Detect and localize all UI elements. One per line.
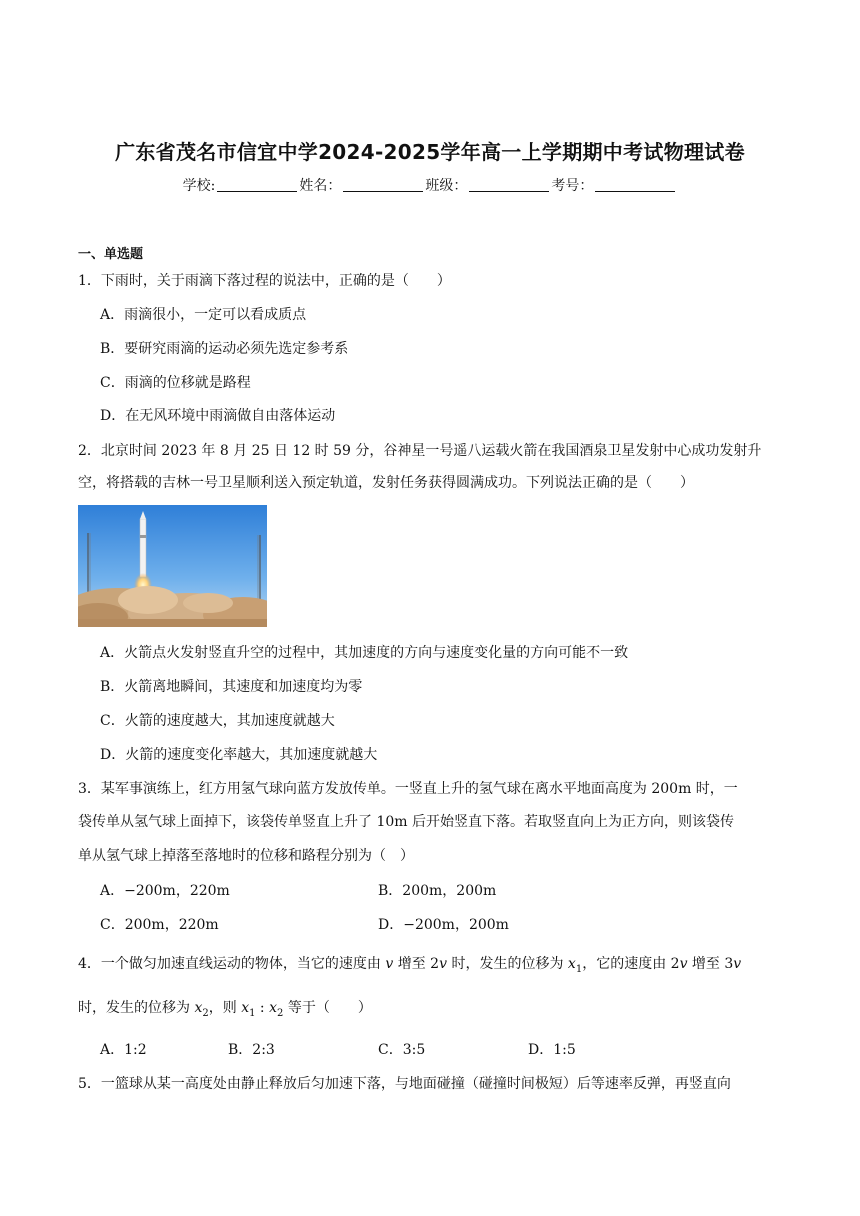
exam-number-label: 考号： (551, 178, 594, 194)
question-1-option-d: D．在无风环境中雨滴做自由落体运动 (100, 408, 336, 424)
question-3-stem-line-1: 3．某军事演练上，红方用氢气球向蓝方发放传单。一竖直上升的氢气球在离水平地面高度为 200m 时，一 (78, 781, 738, 797)
question-4-option-d: D．1:5 (528, 1042, 576, 1058)
question-4-text-2a: 时，发生的位移为 (78, 1000, 195, 1016)
question-3-option-b: B．200m，200m (378, 883, 497, 899)
question-2-option-c: C．火箭的速度越大，其加速度就越大 (100, 713, 335, 729)
exam-number-blank (595, 177, 675, 192)
question-4-text-1d: ，它的速度由 2 (582, 956, 680, 972)
question-4-stem-line-1 (78, 953, 741, 975)
class-label: 班级： (425, 178, 468, 194)
var-v: v (385, 956, 394, 972)
var-v: v (733, 956, 742, 972)
question-4-text-1b: 增至 2 (393, 956, 440, 972)
var-v: v (679, 956, 688, 972)
subscript-2: 2 (277, 1007, 284, 1019)
question-3-option-c: C．200m，220m (100, 917, 219, 933)
question-4-option-c: C．3:5 (378, 1042, 426, 1058)
question-3-option-a: A．−200m，220m (100, 883, 230, 899)
question-4-option-b: B．2:3 (228, 1042, 275, 1058)
subscript-1: 1 (575, 963, 583, 975)
question-2-option-d: D．火箭的速度变化率越大，其加速度就越大 (100, 747, 378, 763)
question-4-text-1e: 增至 3 (687, 956, 734, 972)
subscript-1: 1 (249, 1007, 256, 1019)
question-3-stem-line-2: 袋传单从氢气球上面掉下，该袋传单竖直上升了 10m 后开始竖直下落。若取竖直向上为正方向，则该袋传 (78, 814, 734, 830)
student-info-row (0, 175, 860, 195)
question-4-option-a: A．1:2 (100, 1042, 147, 1058)
var-x2: x (194, 1000, 203, 1016)
name-blank (343, 177, 423, 192)
question-3-stem-line-3: 单从氢气球上掉落至落地时的位移和路程分别为（ ） (78, 848, 414, 864)
question-4-text-2c: 等于（ ） (283, 1000, 372, 1016)
question-1-stem: 1．下雨时，关于雨滴下落过程的说法中，正确的是（ ） (78, 273, 451, 289)
question-4-text-2b: ，则 (208, 1000, 242, 1016)
question-2-stem-line-2: 空，将搭载的吉林一号卫星顺利送入预定轨道，发射任务获得圆满成功。下列说法正确的是（ ） (78, 475, 694, 491)
name-label: 姓名： (299, 178, 342, 194)
question-1-option-b: B．要研究雨滴的运动必须先选定参考系 (100, 341, 349, 357)
question-1-option-a: A．雨滴很小，一定可以看成质点 (100, 307, 307, 323)
question-2-option-b: B．火箭离地瞬间，其速度和加速度均为零 (100, 679, 363, 695)
question-3-option-d: D．−200m，200m (378, 917, 509, 933)
ratio-colon: : (255, 1000, 270, 1016)
question-1-option-c: C．雨滴的位移就是路程 (100, 375, 251, 391)
var-x1: x (241, 1000, 250, 1016)
question-4-text-1c: 时，发生的位移为 (447, 956, 568, 972)
section-title: 一、单选题 (78, 247, 144, 262)
rocket-launch-photo (78, 505, 267, 627)
question-2-stem-line-1: 2．北京时间 2023 年 8 月 25 日 12 时 59 分，谷神星一号遥八运载火箭在我国酒泉卫星发射中心成功发射升 (78, 443, 762, 459)
subscript-2: 2 (202, 1007, 209, 1019)
var-v: v (439, 956, 448, 972)
var-x1: x (567, 956, 576, 972)
question-5-stem-line-1: 5．一篮球从某一高度处由静止释放后匀加速下落，与地面碰撞（碰撞时间极短）后等速率反弹，再竖直向 (78, 1076, 731, 1092)
class-blank (469, 177, 549, 192)
school-blank (217, 177, 297, 192)
school-label: 学校: (182, 178, 216, 194)
question-2-option-a: A．火箭点火发射竖直升空的过程中，其加速度的方向与速度变化量的方向可能不一致 (100, 645, 629, 661)
var-x2: x (269, 1000, 277, 1016)
question-4-text-1a: 4．一个做匀加速直线运动的物体，当它的速度由 (78, 956, 386, 972)
exam-title: 广东省茂名市信宜中学2024-2025学年高一上学期期中考试物理试卷 (115, 140, 745, 164)
question-4-stem-line-2 (78, 997, 372, 1019)
